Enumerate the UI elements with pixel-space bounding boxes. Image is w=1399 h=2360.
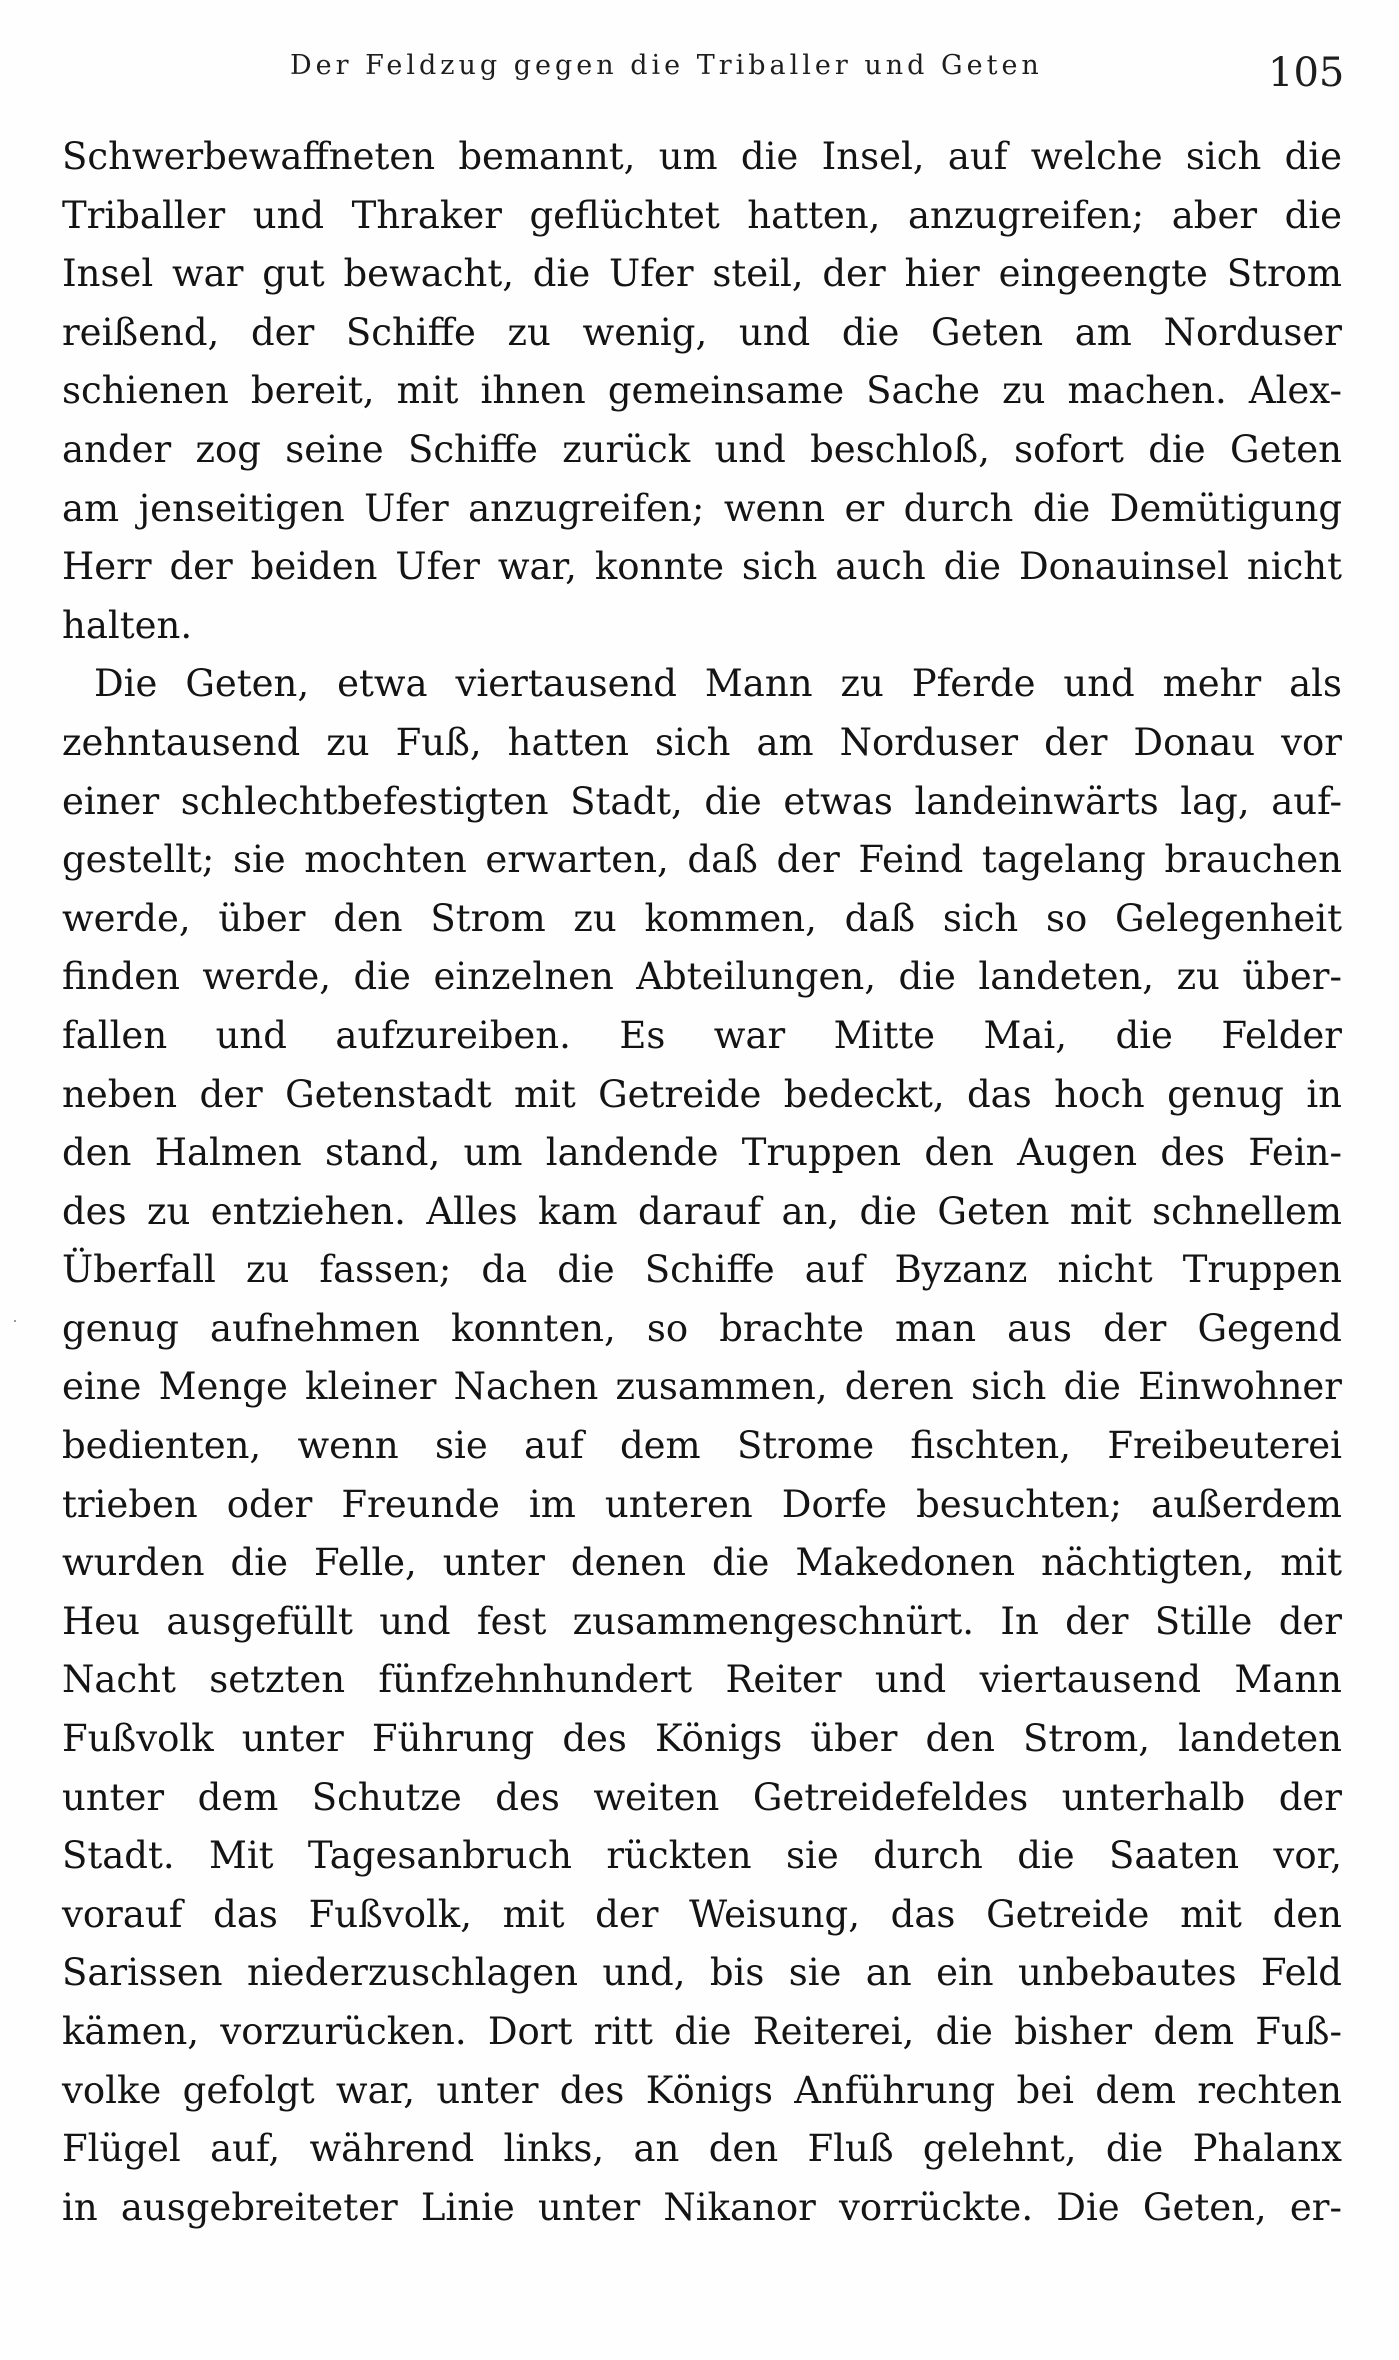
text-line: vorauf das Fußvolk, mit der Weisung, das Getreide mit den — [62, 1892, 1342, 1936]
text-line: Schwerbewaffneten bemannt, um die Insel, auf welche sich die — [62, 135, 1342, 178]
paragraph-end-line: halten. — [62, 603, 193, 647]
page-number: 105 — [1268, 50, 1345, 96]
text-line: kämen, vorzurücken. Dort ritt die Reiterei, die bisher dem Fuß- — [62, 2010, 1342, 2053]
text-line: finden werde, die einzelnen Abteilungen, die landeten, zu über- — [62, 955, 1342, 999]
text-line: werde, über den Strom zu kommen, daß sich so Gelegenheit — [62, 896, 1342, 940]
text-line: am jenseitigen Ufer anzugreifen; wenn er durch die Demütigung — [62, 486, 1342, 530]
text-line: Stadt. Mit Tagesanbruch rückten sie durch die Saaten vor, — [62, 1834, 1342, 1878]
paragraph-start-line: Die Geten, etwa viertausend Mann zu Pferde und mehr als — [94, 662, 1342, 706]
running-title: Der Feldzug gegen die Triballer und Geten — [290, 50, 1043, 81]
text-line: volke gefolgt war, unter des Königs Anführung bei dem rechten — [62, 2068, 1342, 2112]
text-line: ander zog seine Schiffe zurück und beschloß, sofort die Geten — [62, 427, 1342, 471]
text-line: Nacht setzten fünfzehnhundert Reiter und viertausend Mann — [62, 1658, 1342, 1702]
text-line: in ausgebreiteter Linie unter Nikanor vorrückte. Die Geten, er- — [62, 2185, 1342, 2229]
text-line: Herr der beiden Ufer war, konnte sich auch die Donauinsel nicht — [62, 545, 1342, 589]
text-line: Fußvolk unter Führung des Königs über den Strom, landeten — [62, 1717, 1342, 1761]
text-line: bedienten, wenn sie auf dem Strome fischten, Freibeuterei — [62, 1424, 1342, 1468]
text-line: neben der Getenstadt mit Getreide bedeckt, das hoch genug in — [62, 1072, 1342, 1116]
text-line: des zu entziehen. Alles kam darauf an, die Geten mit schnellem — [62, 1189, 1342, 1233]
text-line: schienen bereit, mit ihnen gemeinsame Sache zu machen. Alex- — [62, 369, 1342, 413]
text-line: Flügel auf, während links, an den Fluß gelehnt, die Phalanx — [62, 2127, 1342, 2171]
text-line: Heu ausgefüllt und fest zusammengeschnürt. In der Stille der — [62, 1599, 1342, 1643]
text-line: genug aufnehmen konnten, so brachte man aus der Gegend — [62, 1306, 1342, 1350]
text-line: unter dem Schutze des weiten Getreidefeldes unterhalb der — [62, 1775, 1342, 1819]
text-line: den Halmen stand, um landende Truppen den Augen des Fein- — [62, 1131, 1342, 1175]
text-line: zehntausend zu Fuß, hatten sich am Norduser der Donau vor — [62, 720, 1342, 764]
text-line: Insel war gut bewacht, die Ufer steil, der hier eingeengte Strom — [62, 252, 1342, 296]
paper-speck — [14, 1320, 16, 1322]
body-text — [62, 128, 1342, 2237]
text-line: eine Menge kleiner Nachen zusammen, deren sich die Einwohner — [62, 1365, 1342, 1409]
text-line: gestellt; sie mochten erwarten, daß der Feind tagelang brauchen — [62, 838, 1342, 882]
text-line: einer schlechtbefestigten Stadt, die etwas landeinwärts lag, auf- — [62, 779, 1342, 823]
text-line: wurden die Felle, unter denen die Makedonen nächtigten, mit — [62, 1541, 1342, 1585]
text-line: Sarissen niederzuschlagen und, bis sie an ein unbebautes Feld — [62, 1951, 1342, 1995]
text-line: reißend, der Schiffe zu wenig, und die Geten am Norduser — [62, 310, 1342, 354]
text-line: trieben oder Freunde im unteren Dorfe besuchten; außerdem — [62, 1482, 1342, 1526]
text-line: Triballer und Thraker geflüchtet hatten, anzugreifen; aber die — [62, 193, 1342, 237]
text-line: Überfall zu fassen; da die Schiffe auf Byzanz nicht Truppen — [62, 1248, 1342, 1292]
text-line: fallen und aufzureiben. Es war Mitte Mai, die Felder — [62, 1013, 1342, 1057]
